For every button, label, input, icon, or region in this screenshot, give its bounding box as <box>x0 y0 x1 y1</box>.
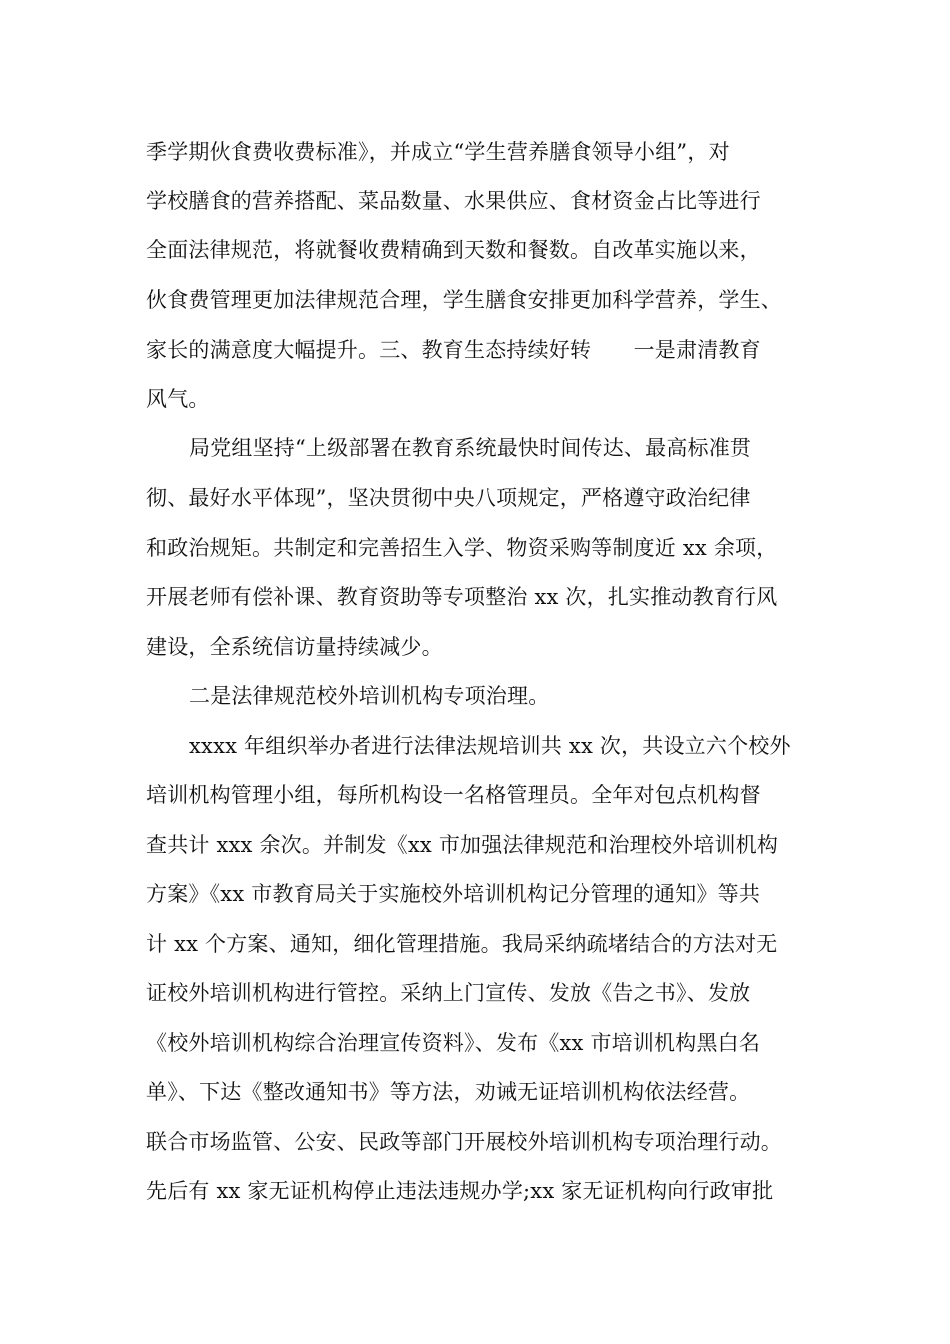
text-line: 局党组坚持“上级部署在教育系统最快时间传达、最高标准贯 <box>189 436 752 460</box>
text-line: 和政治规矩。共制定和完善招生入学、物资采购等制度近 xx 余项， <box>146 536 778 560</box>
text-line: 风气。 <box>146 387 210 411</box>
text-line: 先后有 xx 家无证机构停止违法违规办学;xx 家无证机构向行政审批 <box>146 1179 774 1203</box>
text-line: 彻、最好水平体现”，坚决贯彻中央八项规定，严格遵守政治纪律 <box>146 486 751 510</box>
text-line: 伙食费管理更加法律规范合理，学生膳食安排更加科学营养，学生、 <box>146 288 782 312</box>
text-line: 培训机构管理小组，每所机构设一名格管理员。全年对包点机构督 <box>146 783 761 807</box>
text-line: 单》、下达《整改通知书》等方法，劝诫无证培训机构依法经营。 <box>146 1080 751 1104</box>
text-line: 全面法律规范，将就餐收费精确到天数和餐数。自改革实施以来， <box>146 238 761 262</box>
text-line: 开展老师有偿补课、教育资助等专项整治 xx 次，扎实推动教育行风 <box>146 585 778 609</box>
text-line: xxxx 年组织举办者进行法律法规培训共 xx 次，共设立六个校外 <box>189 734 791 758</box>
text-line: 证校外培训机构进行管控。采纳上门宣传、发放《告之书》、发放 <box>146 981 751 1005</box>
text-line: 计 xx 个方案、通知，细化管理措施。我局采纳疏堵结合的方法对无 <box>146 932 778 956</box>
text-line: 方案》《xx 市教育局关于实施校外培训机构记分管理的通知》等共 <box>146 882 761 906</box>
text-line: 联合市场监管、公安、民政等部门开展校外培训机构专项治理行动。 <box>146 1130 782 1154</box>
text-line: 《校外培训机构综合治理宣传资料》、发布《xx 市培训机构黑白名 <box>146 1031 761 1055</box>
text-line: 家长的满意度大幅提升。三、教育生态持续好转 一是肃清教育 <box>146 338 761 362</box>
text-line: 建设，全系统信访量持续减少。 <box>146 635 443 659</box>
text-line: 季学期伙食费收费标准》，并成立“学生营养膳食领导小组”，对 <box>146 140 730 164</box>
text-line: 学校膳食的营养搭配、菜品数量、水果供应、食材资金占比等进行 <box>146 189 761 213</box>
text-line: 二是法律规范校外培训机构专项治理。 <box>189 684 550 708</box>
text-line: 查共计 xxx 余次。并制发《xx 市加强法律规范和治理校外培训机构 <box>146 833 779 857</box>
